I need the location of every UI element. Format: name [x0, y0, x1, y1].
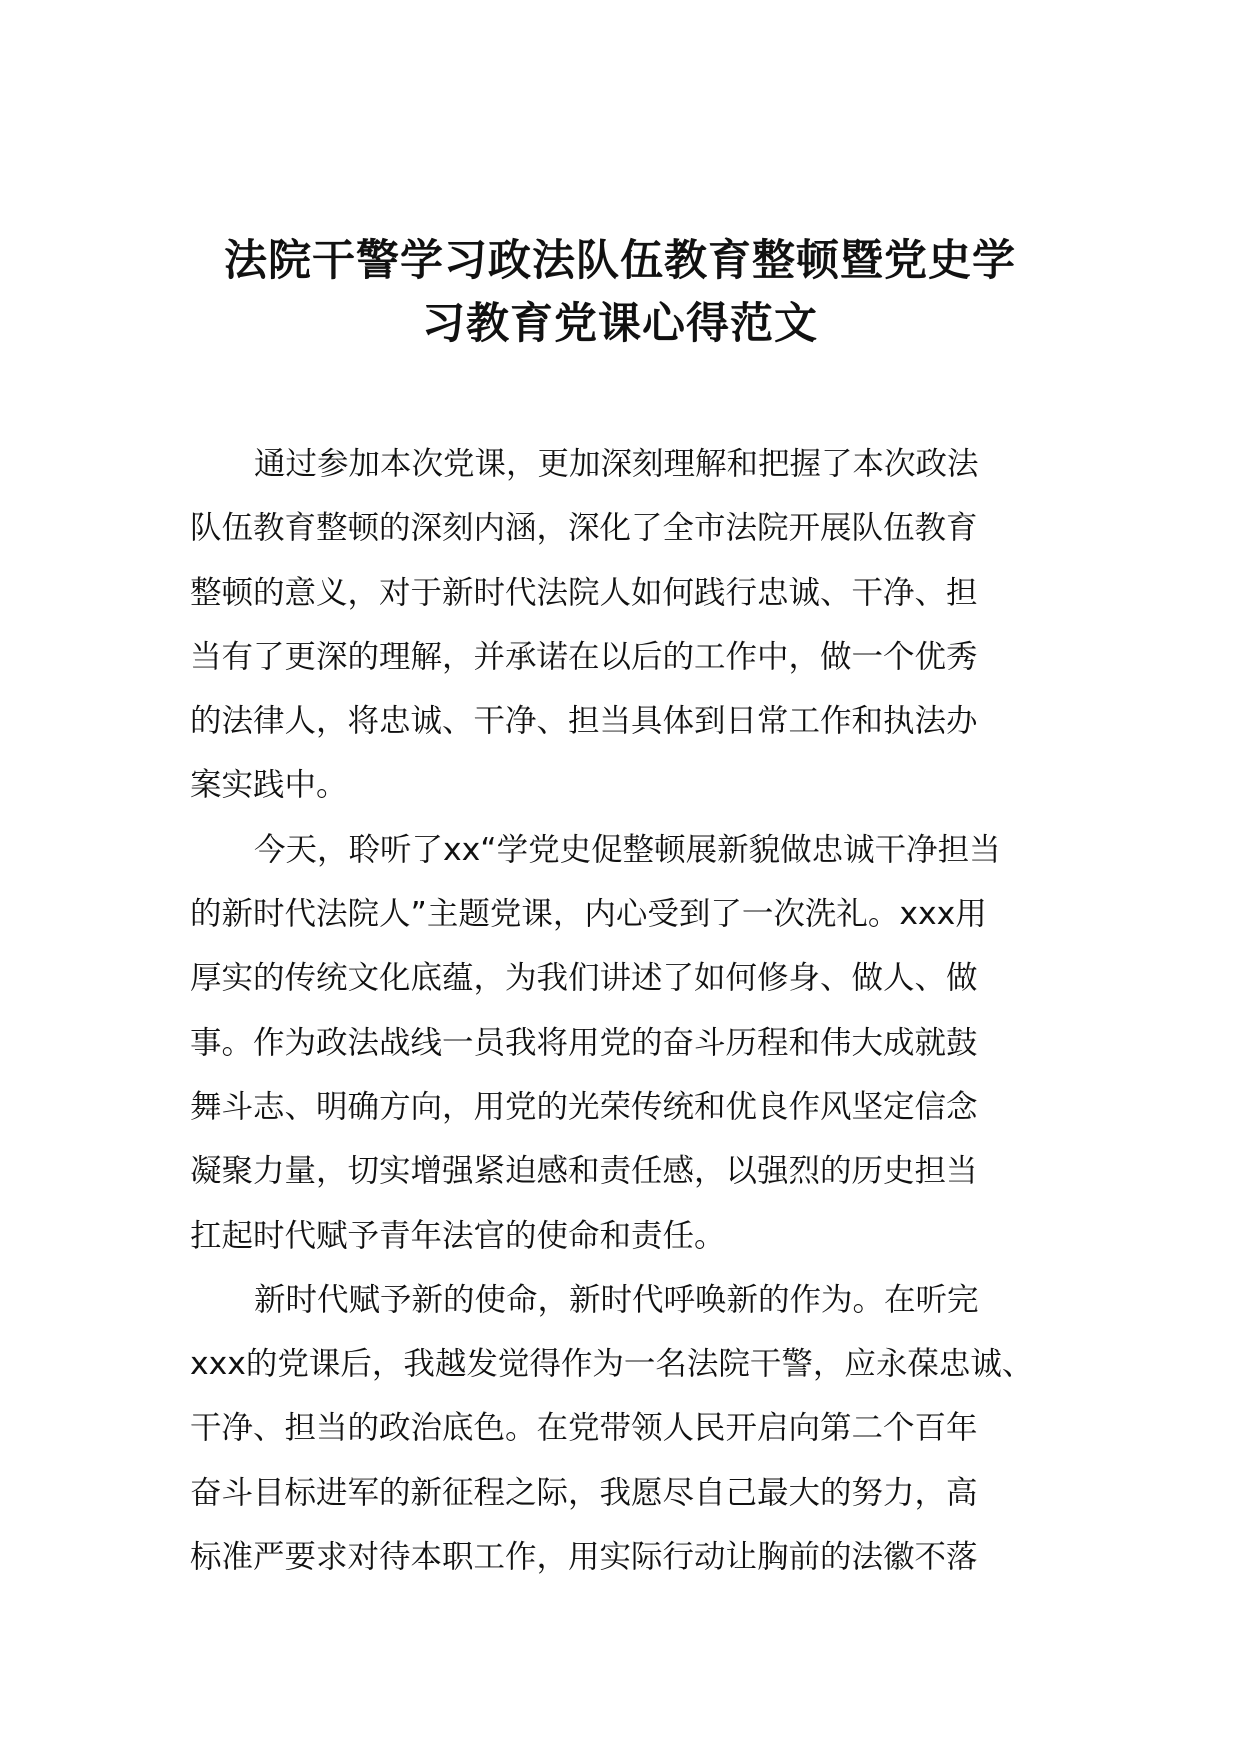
title-line: 习教育党课心得范文	[422, 299, 818, 349]
paragraph-line: 当有了更深的理解，并承诺在以后的工作中，做一个优秀	[190, 638, 978, 675]
paragraph-line: 队伍教育整顿的深刻内涵，深化了全市法院开展队伍教育	[190, 510, 978, 547]
paragraph-line: 的法律人，将忠诚、干净、担当具体到日常工作和执法办	[190, 703, 978, 740]
paragraph-line: 厚实的传统文化底蕴，为我们讲述了如何修身、做人、做	[190, 960, 978, 997]
paragraph-3	[190, 1268, 1070, 1589]
paragraph-line: xxx的党课后，我越发觉得作为一名法院干警，应永葆忠诚、	[190, 1346, 1034, 1383]
paragraph-line: 新时代赋予新的使命，新时代呼唤新的作为。在听完	[254, 1281, 979, 1318]
paragraph-line: 的新时代法院人”主题党课，内心受到了一次洗礼。xxx用	[190, 896, 987, 933]
paragraph-line: 扛起时代赋予青年法官的使命和责任。	[190, 1217, 726, 1254]
paragraph-line: 整顿的意义，对于新时代法院人如何践行忠诚、干净、担	[190, 574, 978, 611]
paragraph-1	[190, 432, 1070, 818]
paragraph-line: 案实践中。	[190, 767, 348, 804]
paragraph-line: 事。作为政法战线一员我将用党的奋斗历程和伟大成就鼓	[190, 1024, 978, 1061]
document-title	[190, 230, 1050, 356]
paragraph-line: 舞斗志、明确方向，用党的光荣传统和优良作风坚定信念	[190, 1088, 978, 1125]
document-body	[190, 432, 1070, 1589]
paragraph-line: 通过参加本次党课，更加深刻理解和把握了本次政法	[254, 446, 979, 482]
paragraph-line: 奋斗目标进军的新征程之际，我愿尽自己最大的努力，高	[190, 1474, 978, 1511]
paragraph-line: 标准严要求对待本职工作，用实际行动让胸前的法徽不落	[190, 1539, 978, 1576]
paragraph-line: 干净、担当的政治底色。在党带领人民开启向第二个百年	[190, 1410, 978, 1447]
title-line: 法院干警学习政法队伍教育整顿暨党史学	[224, 236, 1016, 286]
paragraph-line: 凝聚力量，切实增强紧迫感和责任感，以强烈的历史担当	[190, 1153, 978, 1190]
paragraph-line: 今天，聆听了xx“学党史促整顿展新貌做忠诚干净担当	[254, 831, 1001, 868]
paragraph-2	[190, 818, 1070, 1268]
